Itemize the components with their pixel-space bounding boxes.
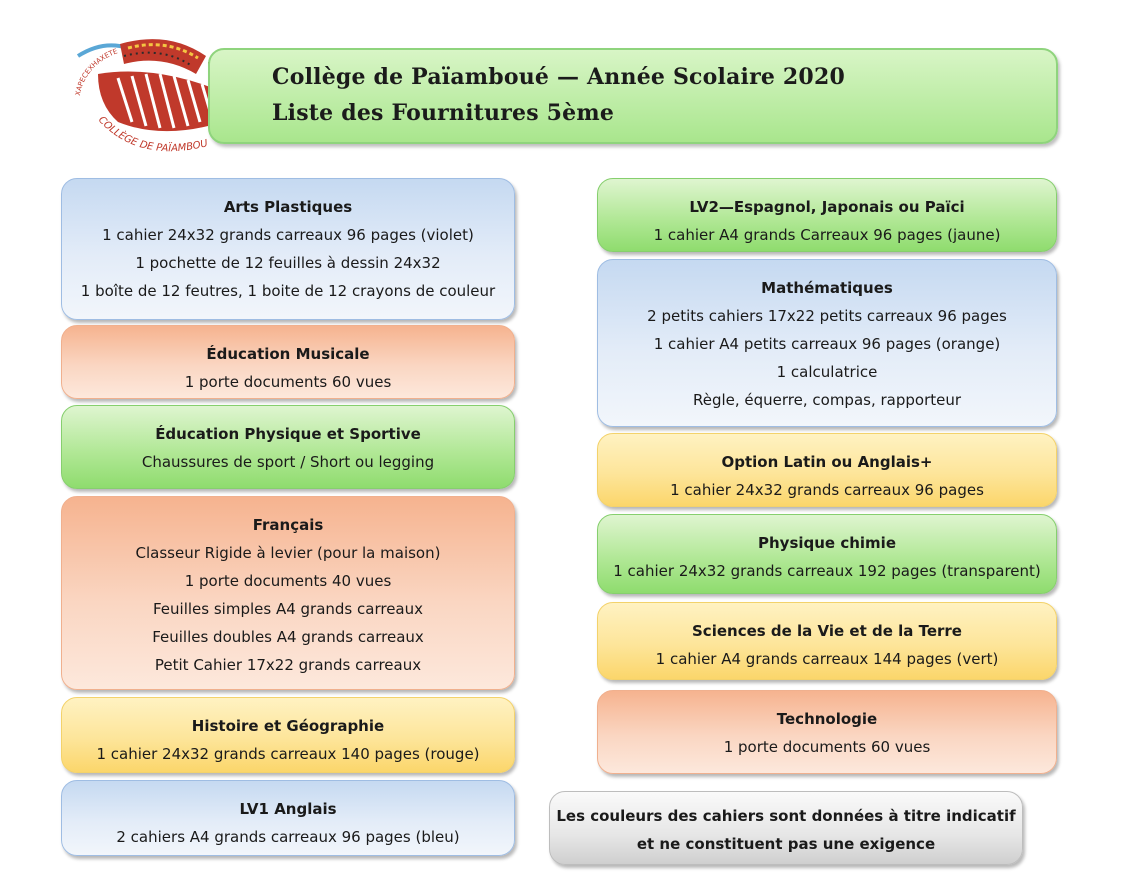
subject-education-musicale — [61, 325, 515, 399]
subject-title: LV1 Anglais — [239, 800, 337, 818]
supply-item: Petit Cahier 17x22 grands carreaux — [154, 656, 422, 674]
subject-technologie — [597, 690, 1057, 774]
note-line-2: et ne constituent pas une exigence — [636, 835, 936, 853]
title-banner — [208, 48, 1058, 144]
subject-svt — [597, 602, 1057, 680]
supply-item: 1 cahier A4 grands carreaux 144 pages (vert) — [655, 650, 999, 668]
logo-text-bottom: COLLÈGE DE PAÏAMBOU — [95, 114, 209, 155]
subject-title: Arts Plastiques — [223, 198, 353, 216]
subject-eps — [61, 405, 515, 489]
subject-title: Physique chimie — [758, 534, 896, 552]
note-line-1: Les couleurs des cahiers sont données à titre indicatif — [556, 807, 1016, 825]
supply-item: 1 cahier 24x32 grands carreaux 140 pages (rouge) — [96, 745, 480, 763]
supply-item: Feuilles simples A4 grands carreaux — [153, 600, 423, 618]
subject-title: LV2—Espagnol, Japonais ou Païci — [689, 198, 965, 216]
note-box — [549, 791, 1023, 865]
supply-item: 1 cahier A4 grands Carreaux 96 pages (jaune) — [653, 226, 1001, 244]
subject-title: Français — [252, 516, 324, 534]
page-title: Collège de Païamboué — Année Scolaire 2020 — [272, 64, 845, 90]
supply-item: 1 cahier 24x32 grands carreaux 96 pages (violet) — [102, 226, 474, 244]
supply-item: 1 cahier 24x32 grands carreaux 96 pages — [670, 481, 984, 499]
subject-lv1-anglais — [61, 780, 515, 856]
supply-item: 1 cahier 24x32 grands carreaux 192 pages (transparent) — [613, 562, 1041, 580]
supply-item: 1 boîte de 12 feutres, 1 boite de 12 crayons de couleur — [80, 282, 496, 300]
supply-item: 1 porte documents 60 vues — [184, 373, 392, 391]
supply-item: 1 porte documents 40 vues — [184, 572, 392, 590]
supply-item: 1 pochette de 12 feuilles à dessin 24x32 — [135, 254, 441, 272]
subject-title: Technologie — [776, 710, 878, 728]
supply-item: Feuilles doubles A4 grands carreaux — [152, 628, 424, 646]
subject-title: Mathématiques — [761, 279, 893, 297]
subject-title: Histoire et Géographie — [191, 717, 385, 735]
subject-arts-plastiques — [61, 178, 515, 320]
supply-item: Règle, équerre, compas, rapporteur — [692, 391, 962, 409]
logo-text-top: XAPECEXHAXETE — [74, 47, 119, 97]
supply-item: 1 porte documents 60 vues — [723, 738, 931, 756]
supply-item: Chaussures de sport / Short ou legging — [141, 453, 435, 471]
supply-item: 1 cahier A4 petits carreaux 96 pages (orange) — [653, 335, 1001, 353]
supply-item: 1 calculatrice — [776, 363, 878, 381]
subject-francais — [61, 496, 515, 690]
subject-histoire-geographie — [61, 697, 515, 773]
supply-item: 2 cahiers A4 grands carreaux 96 pages (bleu) — [116, 828, 460, 846]
subject-lv2 — [597, 178, 1057, 252]
subject-title: Option Latin ou Anglais+ — [721, 453, 933, 471]
subject-mathematiques — [597, 259, 1057, 427]
subject-title: Sciences de la Vie et de la Terre — [692, 622, 962, 640]
page-subtitle: Liste des Fournitures 5ème — [272, 100, 615, 126]
subject-title: Éducation Musicale — [206, 345, 370, 363]
subject-option-latin — [597, 433, 1057, 507]
supply-item: 2 petits cahiers 17x22 petits carreaux 96 pages — [647, 307, 1007, 325]
subject-title: Éducation Physique et Sportive — [155, 425, 421, 443]
supply-item: Classeur Rigide à levier (pour la maison) — [135, 544, 441, 562]
subject-physique-chimie — [597, 514, 1057, 594]
